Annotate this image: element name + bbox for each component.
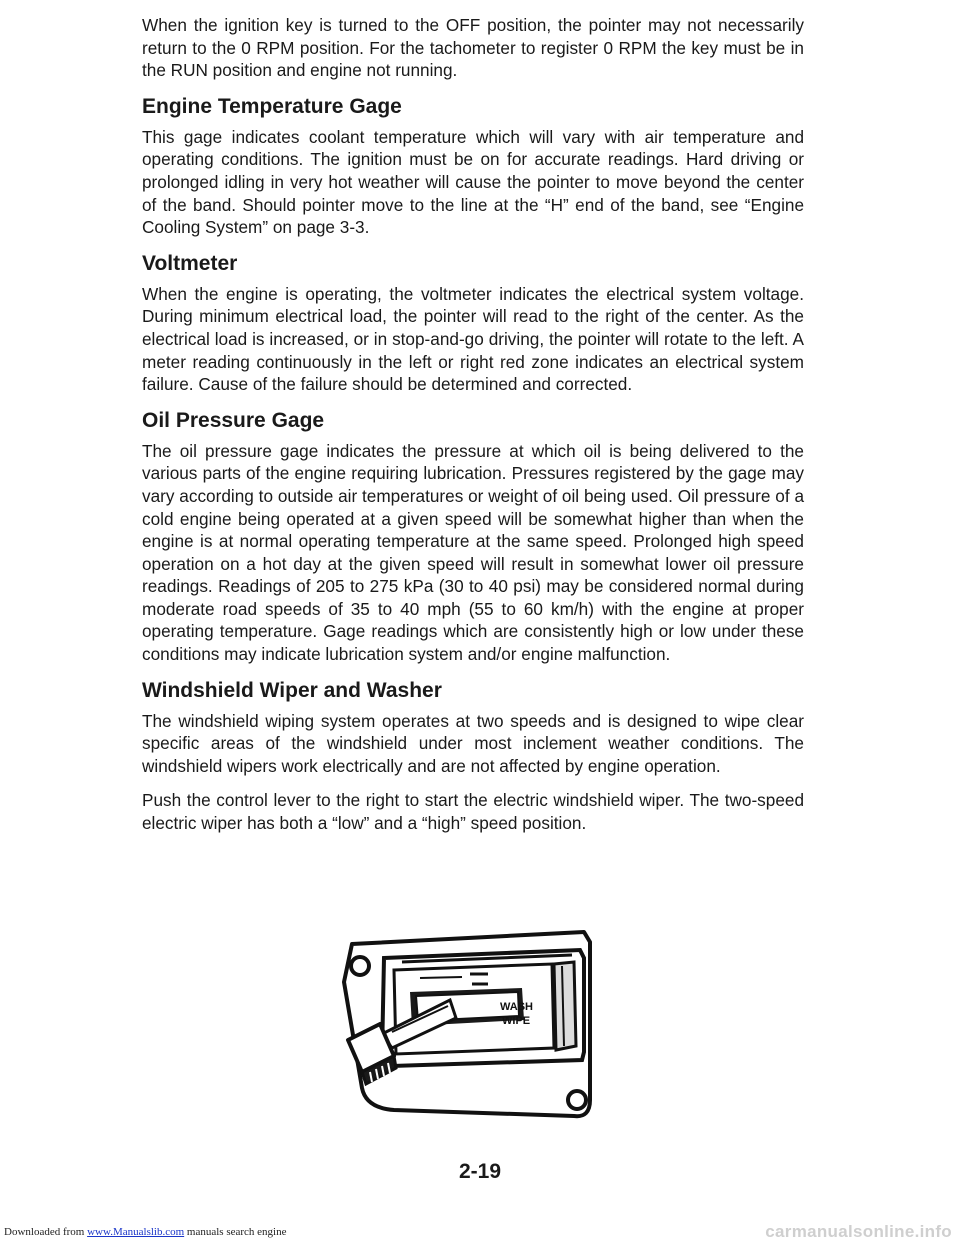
heading-windshield-wiper-and-washer: Windshield Wiper and Washer (142, 678, 442, 702)
wipe-label: WIPE (502, 1015, 531, 1027)
mounting-hole-top-icon (351, 957, 369, 975)
manualslib-link[interactable]: www.Manualslib.com (87, 1226, 185, 1238)
wiper-paragraph-2: Push the control lever to the right to start the electric windshield wiper. The two-speed electric wiper has both a “low” and a “high” speed position. (142, 790, 804, 834)
mounting-hole-bottom-icon (568, 1091, 586, 1109)
voltmeter-paragraph: When the engine is operating, the voltmeter indicates the electrical system voltage. During minimum electrical load, the pointer will read to the right of the center. As the electrical load is increased, or in stop-and-go driving, the pointer will rotate to the left. A meter reading continuously in the left or right red zone indicates an electrical system failure. Cause of the failure should be determined and corrected. (142, 283, 804, 395)
heading-engine-temperature-gage: Engine Temperature Gage (142, 94, 402, 118)
intro-paragraph: When the ignition key is turned to the OFF position, the pointer may not necessarily return to the 0 RPM position. For the tachometer to register 0 RPM the key must be in the RUN position and engine not running. (142, 15, 804, 81)
wiper-paragraph-1: The windshield wiping system operates at two speeds and is designed to wipe clear specific areas of the windshield under most inclement weather conditions. The windshield wipers work electrically and are not affected by engine operation. (142, 710, 804, 776)
engine-temperature-paragraph: This gage indicates coolant temperature which will vary with air temperature and operating conditions. The ignition must be on for accurate readings. Hard driving or prolonged idling in very hot weather will cause the pointer to move beyond the center of the band. Should pointer move to the line at the “H” end of the band, see “Engine Cooling System” on page 3-3. (142, 126, 804, 238)
wiper-switch-illustration (322, 922, 622, 1122)
site-watermark: carmanualsonline.info (765, 1222, 952, 1241)
wash-label: WASH (500, 1001, 533, 1013)
wiper-switch-drawing (322, 922, 622, 1122)
heading-oil-pressure-gage: Oil Pressure Gage (142, 408, 325, 432)
download-footer (4, 1225, 286, 1239)
oil-pressure-paragraph: The oil pressure gage indicates the pressure at which oil is being delivered to the various parts of the engine requiring lubrication. Pressures registered by the gage may vary according to outside air temperatures or weight of oil being used. Oil pressure of a cold engine being operated at a given speed will be somewhat higher than when the engine is at normal operating temperature at the same speed. Prolonged high speed operation on a hot day at the given speed will result in somewhat lower oil pressure readings. Readings of 205 to 275 kPa (30 to 40 psi) may be considered normal during moderate road speeds of 35 to 40 mph (55 to 60 km/h) with the engine at proper operating temperature. Gage readings which are consistently high or low under these conditions may indicate lubrication system and/or engine malfunction. (142, 440, 804, 665)
page-number: 2-19 (458, 1160, 502, 1183)
page-content (142, 14, 804, 835)
heading-voltmeter: Voltmeter (142, 251, 238, 275)
footer-suffix: manuals search engine (184, 1226, 287, 1238)
footer-prefix: Downloaded from (4, 1226, 88, 1238)
